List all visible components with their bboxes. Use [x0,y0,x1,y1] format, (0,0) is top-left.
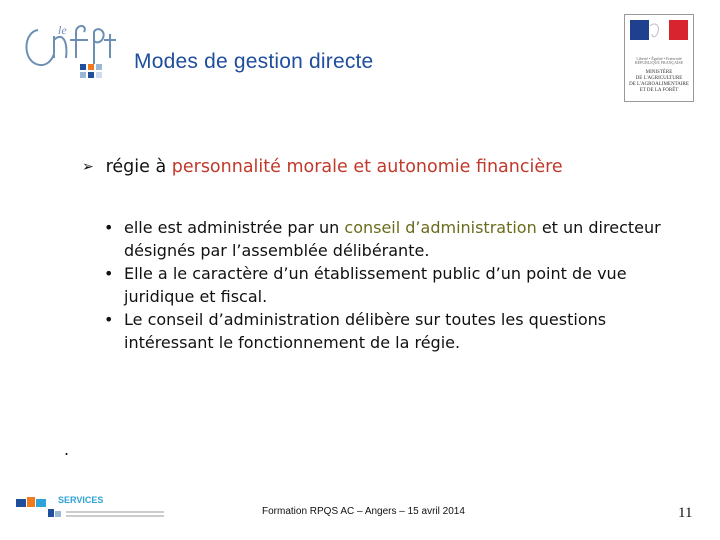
cnfpt-logo-text: le [58,23,67,37]
bullet-dot-icon: • [104,310,114,329]
cnfpt-logo [18,18,130,82]
ministry-republic: RÉPUBLIQUE FRANÇAISE [634,60,684,65]
bullet-list [100,216,680,354]
bullet-item: • elle est administrée par un conseil d’administration et un directeur désignés par l’assemblée délibérante. [104,218,661,260]
main-heading [82,157,563,177]
services-logo [14,493,174,523]
services-logo-text: SERVICES [58,495,104,505]
arrow-bullet-icon: ➢ [82,159,94,175]
page-number: 11 [678,505,693,521]
stray-mark: . [64,440,70,459]
ministry-name: MINISTÈRE DE L'AGRICULTURE DE L'AGROALIMENTAIRE ET DE LA FORÊT [629,70,689,93]
bullet-item: • Le conseil d’administration délibère sur toutes les questions intéressant le fonctionnement de la régie. [104,310,607,352]
heading-prefix: régie à [105,157,172,177]
footer-text: Formation RPQS AC – Angers – 15 avril 2014 [262,506,465,517]
bullet-dot-icon: • [104,264,114,283]
slide-title: Modes de gestion directe [134,50,374,73]
ministry-motto: Liberté • Égalité • Fraternité [636,56,682,61]
ministry-logo [624,14,694,102]
republic-flag-icon [630,20,688,54]
heading-highlight: personnalité morale et autonomie financière [171,157,563,177]
bullet-item: • Elle a le caractère d’un établissement public d’un point de vue juridique et fiscal. [104,264,627,306]
bullet-dot-icon: • [104,218,114,237]
